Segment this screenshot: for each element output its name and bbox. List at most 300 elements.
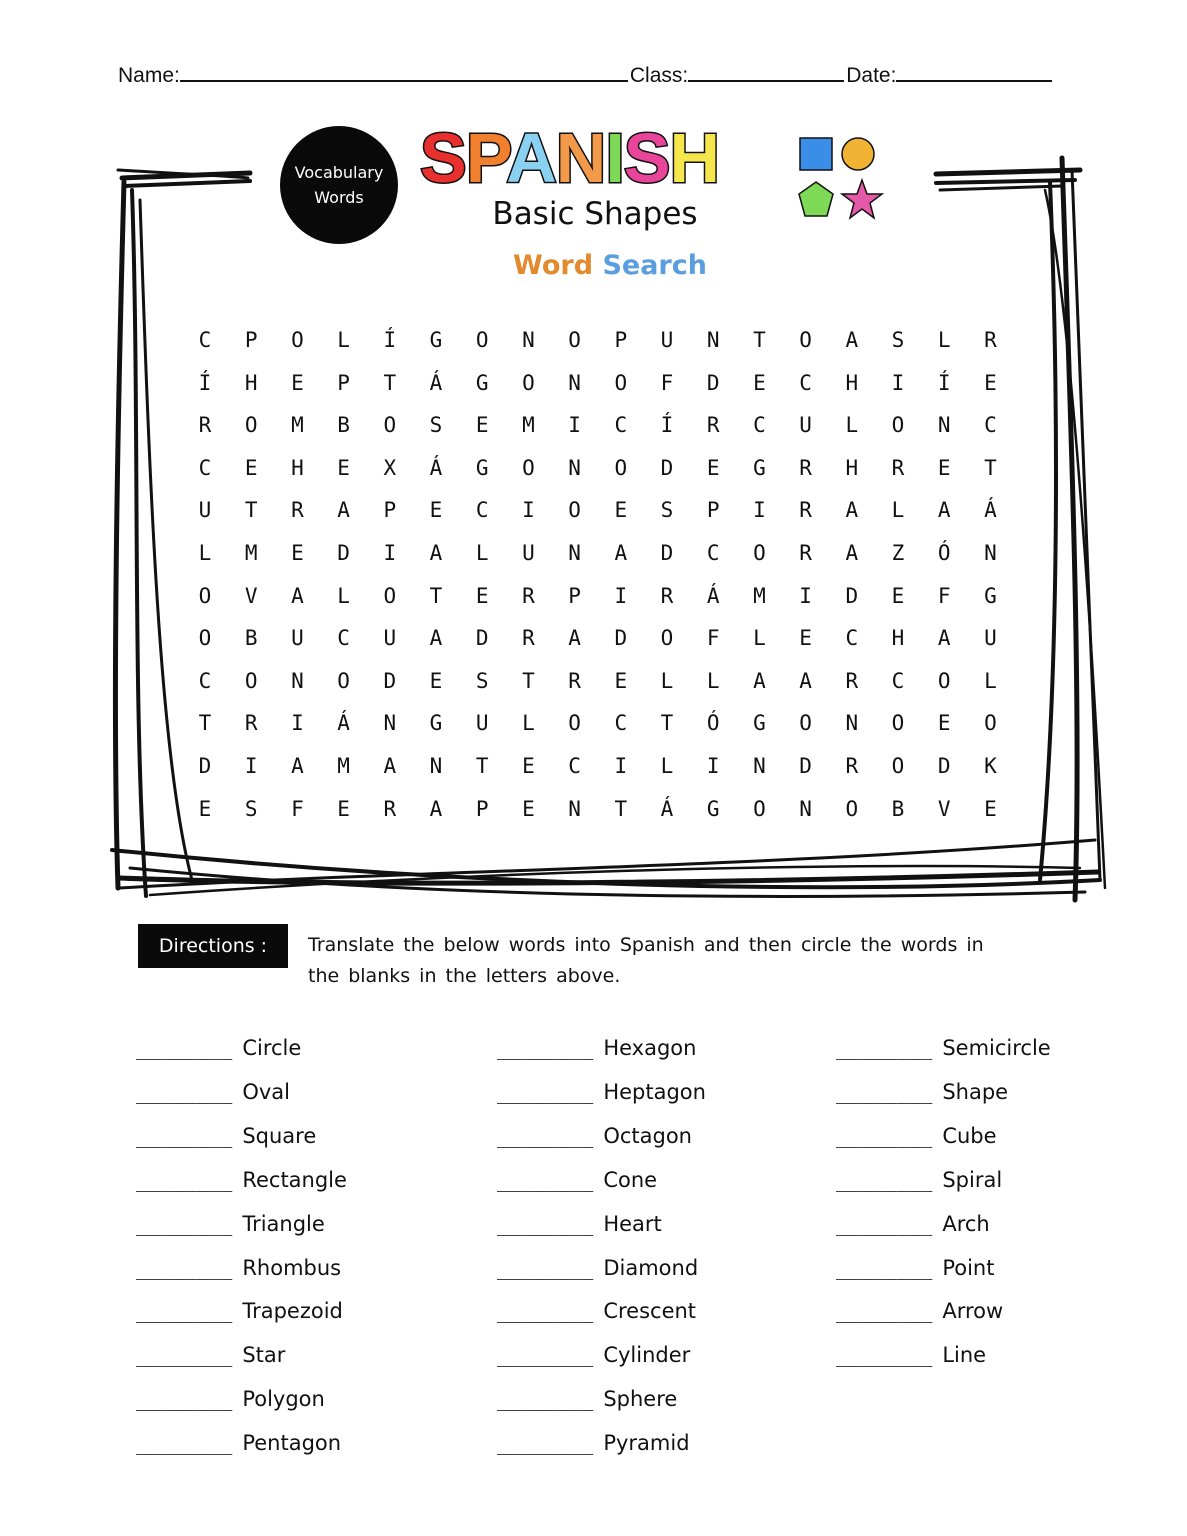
word-label: Heptagon <box>603 1079 706 1104</box>
grid-letter[interactable]: T <box>753 328 766 352</box>
grid-letter[interactable]: L <box>845 413 859 438</box>
grid-letter[interactable]: U <box>198 498 212 523</box>
grid-letter[interactable]: E <box>937 455 951 480</box>
grid-letter[interactable]: O <box>568 498 581 523</box>
word-label: Star <box>242 1343 286 1368</box>
answer-blank[interactable]: ________ <box>497 1387 594 1412</box>
grid-letter[interactable]: O <box>799 711 812 736</box>
grid-letter[interactable]: T <box>198 711 212 736</box>
date-label: Date: <box>846 64 897 87</box>
grid-letter[interactable]: Z <box>891 541 905 565</box>
grid-letter[interactable]: O <box>475 328 489 352</box>
grid-letter[interactable]: G <box>429 328 443 352</box>
grid-letter[interactable]: O <box>383 583 397 608</box>
answer-blank[interactable]: ________ <box>497 1123 594 1148</box>
word-search-grid[interactable] <box>185 320 1017 830</box>
grid-letter[interactable]: H <box>845 455 859 480</box>
grid-letter[interactable]: L <box>984 668 997 693</box>
grid-letter[interactable]: S <box>244 796 258 821</box>
circle-icon <box>842 138 874 170</box>
answer-blank[interactable]: ________ <box>836 1123 933 1148</box>
grid-letter[interactable]: F <box>706 626 720 651</box>
grid-letter[interactable]: A <box>845 328 859 352</box>
grid-letter[interactable]: R <box>845 754 859 778</box>
grid-letter[interactable]: A <box>337 498 350 523</box>
grid-letter[interactable]: A <box>429 626 443 651</box>
grid-letter[interactable]: A <box>845 541 859 565</box>
grid-letter[interactable]: L <box>660 668 674 693</box>
grid-letter[interactable]: C <box>198 455 212 480</box>
grid-letter[interactable]: L <box>337 583 350 608</box>
grid-letter[interactable]: C <box>845 626 859 651</box>
grid-letter[interactable]: A <box>614 541 628 565</box>
grid-letter[interactable]: F <box>291 796 304 821</box>
grid-letter[interactable]: O <box>660 626 674 651</box>
grid-letter[interactable]: P <box>706 498 720 523</box>
grid-letter[interactable]: C <box>337 626 350 651</box>
grid-letter[interactable]: N <box>522 328 535 352</box>
grid-letter[interactable]: E <box>429 498 443 523</box>
grid-letter[interactable]: N <box>984 541 997 565</box>
answer-blank[interactable]: ________ <box>497 1431 594 1456</box>
grid-letter[interactable]: N <box>568 541 581 565</box>
grid-letter[interactable]: D <box>706 370 720 395</box>
grid-letter[interactable]: O <box>937 668 951 693</box>
word-label: Polygon <box>242 1387 325 1412</box>
grid-letter[interactable]: Ó <box>937 541 951 565</box>
grid-letter[interactable]: Í <box>660 413 674 438</box>
grid-letter[interactable]: R <box>891 455 905 480</box>
grid-letter[interactable]: L <box>337 328 350 352</box>
grid-letter[interactable]: A <box>845 498 859 523</box>
grid-letter[interactable]: N <box>937 413 951 438</box>
grid-letter[interactable]: A <box>937 498 951 523</box>
grid-row <box>185 576 1017 616</box>
grid-letter[interactable]: A <box>429 541 443 565</box>
grid-letter[interactable]: B <box>244 626 258 651</box>
grid-letter[interactable]: C <box>984 413 997 438</box>
grid-letter[interactable]: I <box>383 541 397 565</box>
grid-letter[interactable]: T <box>429 583 443 608</box>
grid-letter[interactable]: T <box>984 455 997 480</box>
word-list-item <box>836 1072 1008 1112</box>
grid-letter[interactable]: C <box>614 413 628 438</box>
answer-blank[interactable]: ________ <box>136 1123 233 1148</box>
answer-blank[interactable]: ________ <box>497 1167 594 1192</box>
grid-letter[interactable]: O <box>244 668 258 693</box>
answer-blank[interactable]: ________ <box>836 1079 933 1104</box>
grid-letter[interactable]: N <box>706 328 720 352</box>
grid-letter[interactable]: Ó <box>706 711 720 736</box>
word-label: Line <box>942 1343 987 1368</box>
grid-letter[interactable]: E <box>475 583 489 608</box>
grid-letter[interactable]: T <box>522 668 535 693</box>
grid-letter[interactable]: Í <box>198 370 212 395</box>
grid-letter[interactable]: Í <box>383 328 397 352</box>
grid-letter[interactable]: D <box>660 455 674 480</box>
grid-letter[interactable]: N <box>568 370 581 395</box>
grid-letter[interactable]: G <box>475 370 489 395</box>
grid-letter[interactable]: U <box>799 413 812 438</box>
answer-blank[interactable]: ________ <box>497 1299 594 1324</box>
grid-letter[interactable]: B <box>337 413 350 438</box>
grid-letter[interactable]: N <box>753 754 766 778</box>
word-list-item <box>497 1072 706 1112</box>
grid-letter[interactable]: M <box>244 541 258 565</box>
grid-letter[interactable]: N <box>568 455 581 480</box>
grid-letter[interactable]: L <box>891 498 905 523</box>
grid-letter[interactable]: R <box>799 455 812 480</box>
grid-letter[interactable]: U <box>383 626 397 651</box>
grid-letter[interactable]: A <box>429 796 443 821</box>
grid-letter[interactable]: O <box>984 711 997 736</box>
grid-letter[interactable]: O <box>337 668 350 693</box>
grid-letter[interactable]: C <box>891 668 905 693</box>
grid-letter[interactable]: I <box>614 754 628 778</box>
directions-label: Directions : <box>138 924 288 968</box>
grid-letter[interactable]: Á <box>984 498 997 523</box>
grid-letter[interactable]: T <box>660 711 674 736</box>
grid-letter[interactable]: E <box>522 754 535 778</box>
grid-letter[interactable]: O <box>891 413 905 438</box>
grid-letter[interactable]: Á <box>429 370 443 395</box>
grid-letter[interactable]: M <box>522 413 535 438</box>
grid-letter[interactable]: R <box>845 668 859 693</box>
grid-row <box>185 405 1017 445</box>
grid-letter[interactable]: B <box>891 796 905 821</box>
grid-letter[interactable]: T <box>383 370 397 395</box>
grid-letter[interactable]: I <box>706 754 720 778</box>
grid-letter[interactable]: R <box>244 711 258 736</box>
answer-blank[interactable]: ________ <box>836 1211 933 1236</box>
page-title <box>420 118 770 198</box>
grid-letter[interactable]: E <box>891 583 905 608</box>
grid-letter[interactable]: N <box>845 711 859 736</box>
grid-letter[interactable]: E <box>614 668 628 693</box>
pentagon-icon <box>799 182 833 216</box>
grid-letter[interactable]: O <box>198 626 212 651</box>
grid-letter[interactable]: T <box>244 498 258 523</box>
grid-letter[interactable]: L <box>522 711 535 736</box>
answer-blank[interactable]: ________ <box>836 1167 933 1192</box>
grid-letter[interactable]: F <box>660 370 674 395</box>
answer-blank[interactable]: ________ <box>836 1343 933 1368</box>
grid-letter[interactable]: D <box>337 541 350 565</box>
grid-letter[interactable]: E <box>706 455 720 480</box>
answer-blank[interactable]: ________ <box>136 1036 233 1060</box>
grid-letter[interactable]: I <box>522 498 535 523</box>
grid-letter[interactable]: R <box>522 583 535 608</box>
grid-letter[interactable]: G <box>753 711 766 736</box>
grid-letter[interactable]: C <box>198 668 212 693</box>
answer-blank[interactable]: ________ <box>136 1343 233 1368</box>
word-label: Semicircle <box>942 1036 1051 1060</box>
word-label: Arch <box>942 1211 990 1236</box>
grid-letter[interactable]: C <box>753 413 766 438</box>
word-label: Spiral <box>942 1167 1003 1192</box>
grid-letter[interactable]: S <box>429 413 443 438</box>
grid-letter[interactable]: I <box>891 370 905 395</box>
grid-letter[interactable]: H <box>891 626 905 651</box>
grid-letter[interactable]: O <box>614 370 628 395</box>
grid-letter[interactable]: P <box>568 583 581 608</box>
grid-letter[interactable]: P <box>614 328 628 352</box>
grid-letter[interactable]: O <box>568 328 581 352</box>
grid-letter[interactable]: T <box>614 796 628 821</box>
grid-letter[interactable]: O <box>522 455 535 480</box>
grid-letter[interactable]: X <box>383 455 397 480</box>
grid-letter[interactable]: O <box>891 711 905 736</box>
grid-letter[interactable]: N <box>383 711 397 736</box>
grid-letter[interactable]: R <box>706 413 720 438</box>
answer-blank[interactable]: ________ <box>836 1255 933 1280</box>
grid-letter[interactable]: H <box>244 370 258 395</box>
grid-letter[interactable]: O <box>383 413 397 438</box>
word-label: Rhombus <box>242 1255 342 1280</box>
grid-letter[interactable]: C <box>475 498 489 523</box>
word-list-item <box>136 1204 325 1244</box>
word-list-item <box>497 1204 662 1244</box>
grid-row <box>185 703 1017 743</box>
grid-letter[interactable]: A <box>383 754 397 778</box>
grid-row <box>185 448 1017 488</box>
word-list-item <box>136 1072 290 1112</box>
star-icon <box>842 180 882 218</box>
title-letter: H <box>669 119 720 197</box>
grid-letter[interactable]: G <box>475 455 489 480</box>
grid-letter[interactable]: L <box>475 541 489 565</box>
answer-blank[interactable]: ________ <box>497 1036 594 1060</box>
word-list-item <box>836 1116 997 1156</box>
grid-letter[interactable]: D <box>845 583 859 608</box>
grid-letter[interactable]: G <box>753 455 766 480</box>
grid-letter[interactable]: G <box>706 796 720 821</box>
grid-letter[interactable]: R <box>383 796 397 821</box>
grid-letter[interactable]: P <box>383 498 397 523</box>
grid-letter[interactable]: O <box>799 328 812 352</box>
grid-letter[interactable]: O <box>568 711 581 736</box>
grid-letter[interactable]: E <box>291 370 304 395</box>
grid-letter[interactable]: I <box>614 583 628 608</box>
grid-letter[interactable]: D <box>660 541 674 565</box>
grid-letter[interactable]: O <box>198 583 212 608</box>
grid-letter[interactable]: G <box>429 711 443 736</box>
grid-letter[interactable]: C <box>568 754 581 778</box>
grid-letter[interactable]: L <box>937 328 951 352</box>
grid-letter[interactable]: V <box>937 796 951 821</box>
grid-letter[interactable]: D <box>475 626 489 651</box>
grid-letter[interactable]: D <box>799 754 812 778</box>
grid-letter[interactable]: M <box>337 754 350 778</box>
grid-letter[interactable]: U <box>475 711 489 736</box>
grid-letter[interactable]: V <box>244 583 258 608</box>
word-list-item <box>136 1335 285 1375</box>
word-search-title <box>420 250 800 281</box>
grid-letter[interactable]: D <box>198 754 212 778</box>
word-label: Circle <box>242 1036 302 1060</box>
word-list-item <box>136 1116 316 1156</box>
grid-letter[interactable]: T <box>475 754 489 778</box>
grid-letter[interactable]: L <box>753 626 766 651</box>
answer-blank[interactable]: ________ <box>497 1255 594 1280</box>
grid-letter[interactable]: I <box>568 413 581 438</box>
grid-letter[interactable]: D <box>614 626 628 651</box>
word-label: Heart <box>603 1211 662 1236</box>
grid-letter[interactable]: O <box>522 370 535 395</box>
grid-letter[interactable]: E <box>984 370 997 395</box>
grid-letter[interactable]: U <box>291 626 304 651</box>
grid-letter[interactable]: E <box>522 796 535 821</box>
grid-letter[interactable]: L <box>198 541 212 565</box>
grid-letter[interactable]: C <box>614 711 628 736</box>
word-list-item <box>497 1160 657 1200</box>
grid-letter[interactable]: Á <box>660 796 674 821</box>
grid-letter[interactable]: N <box>291 668 304 693</box>
grid-letter[interactable]: Á <box>706 583 720 608</box>
word-label: Rectangle <box>242 1167 347 1192</box>
grid-letter[interactable]: I <box>799 583 812 608</box>
grid-letter[interactable]: A <box>568 626 581 651</box>
grid-letter[interactable]: N <box>568 796 581 821</box>
grid-letter[interactable]: Á <box>337 711 350 736</box>
answer-blank[interactable]: ________ <box>136 1079 233 1104</box>
answer-blank[interactable]: ________ <box>136 1255 233 1280</box>
grid-letter[interactable]: I <box>244 754 258 778</box>
answer-blank[interactable]: ________ <box>136 1211 233 1236</box>
badge-line-2: Words <box>314 188 364 207</box>
answer-blank[interactable]: ________ <box>136 1387 233 1412</box>
grid-letter[interactable]: S <box>891 328 905 352</box>
grid-letter[interactable]: L <box>660 754 674 778</box>
grid-letter[interactable]: Í <box>937 370 951 395</box>
word-list-item <box>136 1379 325 1419</box>
grid-letter[interactable]: C <box>799 370 812 395</box>
grid-letter[interactable]: H <box>845 370 859 395</box>
grid-letter[interactable]: C <box>706 541 720 565</box>
grid-letter[interactable]: O <box>244 413 258 438</box>
grid-letter[interactable]: D <box>937 754 951 778</box>
grid-letter[interactable]: N <box>429 754 443 778</box>
answer-blank[interactable]: ________ <box>497 1079 594 1104</box>
answer-blank[interactable]: ________ <box>497 1343 594 1368</box>
grid-letter[interactable]: E <box>291 541 304 565</box>
grid-letter[interactable]: E <box>614 498 628 523</box>
grid-letter[interactable]: R <box>522 626 535 651</box>
grid-letter[interactable]: K <box>984 754 997 778</box>
word-list-item <box>497 1028 696 1068</box>
grid-letter[interactable]: R <box>198 413 212 438</box>
grid-letter[interactable]: P <box>337 370 350 395</box>
grid-letter[interactable]: U <box>522 541 535 565</box>
word-search-search: Search <box>602 250 707 281</box>
grid-row <box>185 490 1017 530</box>
word-list-item <box>136 1423 341 1463</box>
word-list-item <box>836 1291 1003 1331</box>
grid-row <box>185 661 1017 701</box>
grid-letter[interactable]: E <box>937 711 951 736</box>
grid-letter[interactable]: R <box>984 328 997 352</box>
grid-letter[interactable]: D <box>383 668 397 693</box>
grid-letter[interactable]: O <box>845 796 859 821</box>
answer-blank[interactable]: ________ <box>836 1299 933 1324</box>
grid-letter[interactable]: P <box>475 796 489 821</box>
title-letter: N <box>555 119 606 197</box>
grid-letter[interactable]: I <box>291 711 304 736</box>
grid-row <box>185 746 1017 786</box>
grid-letter[interactable]: M <box>291 413 304 438</box>
title-letter: S <box>623 119 670 197</box>
answer-blank[interactable]: ________ <box>497 1211 594 1236</box>
grid-letter[interactable]: L <box>706 668 720 693</box>
grid-letter[interactable]: A <box>937 626 951 651</box>
answer-blank[interactable]: ________ <box>136 1167 233 1192</box>
word-list-item <box>497 1116 692 1156</box>
grid-letter[interactable]: S <box>475 668 489 693</box>
grid-letter[interactable]: O <box>891 754 905 778</box>
page-subtitle: Basic Shapes <box>492 196 698 232</box>
grid-letter[interactable]: O <box>753 796 766 821</box>
grid-letter[interactable]: R <box>660 583 674 608</box>
grid-letter[interactable]: C <box>198 328 212 352</box>
grid-letter[interactable]: E <box>244 455 258 480</box>
grid-letter[interactable]: E <box>337 455 350 480</box>
answer-blank[interactable]: ________ <box>836 1036 933 1060</box>
grid-letter[interactable]: O <box>291 328 304 352</box>
grid-letter[interactable]: A <box>291 754 304 778</box>
grid-letter[interactable]: U <box>984 626 997 651</box>
grid-letter[interactable]: E <box>198 796 212 821</box>
word-search-word: Word <box>513 250 594 281</box>
grid-letter[interactable]: R <box>291 498 304 523</box>
grid-letter[interactable]: Á <box>429 455 443 480</box>
grid-row <box>185 363 1017 403</box>
grid-row <box>185 789 1017 829</box>
grid-letter[interactable]: E <box>753 370 766 395</box>
grid-letter[interactable]: E <box>337 796 350 821</box>
grid-letter[interactable]: H <box>291 455 304 480</box>
grid-letter[interactable]: E <box>799 626 812 651</box>
grid-letter[interactable]: P <box>244 328 258 352</box>
grid-letter[interactable]: R <box>568 668 581 693</box>
grid-letter[interactable]: U <box>660 328 674 352</box>
grid-letter[interactable]: S <box>660 498 674 523</box>
grid-letter[interactable]: E <box>984 796 997 821</box>
grid-letter[interactable]: A <box>753 668 766 693</box>
word-list-item <box>497 1423 690 1463</box>
grid-letter[interactable]: F <box>937 583 951 608</box>
grid-letter[interactable]: R <box>799 541 812 565</box>
grid-letter[interactable]: E <box>429 668 443 693</box>
shape-icons <box>796 134 888 226</box>
grid-letter[interactable]: E <box>475 413 489 438</box>
word-list-item <box>136 1248 341 1288</box>
badge-line-1: Vocabulary <box>294 163 384 182</box>
grid-letter[interactable]: N <box>799 796 812 821</box>
grid-letter[interactable]: A <box>799 668 812 693</box>
grid-letter[interactable]: G <box>984 583 997 608</box>
grid-letter[interactable]: I <box>753 498 766 523</box>
word-label: Arrow <box>942 1299 1004 1324</box>
grid-letter[interactable]: O <box>753 541 766 565</box>
word-list-item <box>836 1160 1002 1200</box>
grid-letter[interactable]: M <box>753 583 766 608</box>
title-letter: A <box>506 119 556 197</box>
answer-blank[interactable]: ________ <box>136 1299 233 1324</box>
grid-letter[interactable]: A <box>291 583 304 608</box>
grid-letter[interactable]: O <box>614 455 628 480</box>
answer-blank[interactable]: ________ <box>136 1431 233 1456</box>
grid-letter[interactable]: R <box>799 498 812 523</box>
